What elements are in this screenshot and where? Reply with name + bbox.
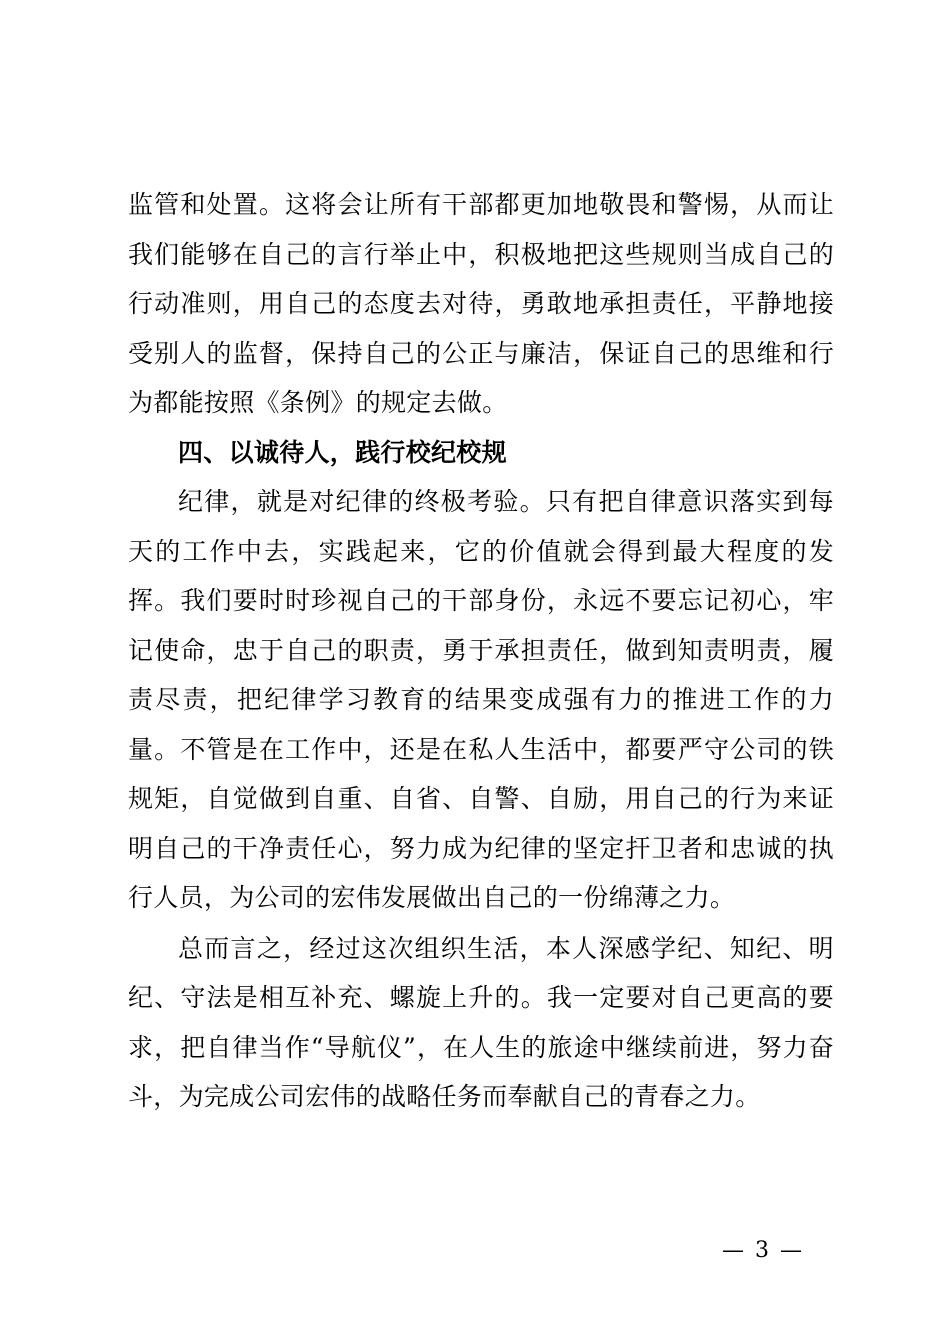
document-body [128, 180, 834, 1122]
paragraph-discipline: 纪律，就是对纪律的终极考验。只有把自律意识落实到每天的工作中去，实践起来，它的价值就会得到最大程度的发挥。我们要时时珍视自己的干部身份，永远不要忘记初心，牢记使命，忠于自己的职责，勇于承担责任，做到知责明责，履责尽责，把纪律学习教育的结果变成强有力的推进工作的力量。不管是在工作中，还是在私人生活中，都要严守公司的铁规矩，自觉做到自重、自省、自警、自励，用自己的行为来证明自己的干净责任心，努力成为纪律的坚定扞卫者和忠诚的执行人员，为公司的宏伟发展做出自己的一份绵薄之力。 [128, 487, 834, 912]
page-number: — 3 — [722, 1238, 804, 1263]
section-heading: 四、以诚待人，践行校纪校规 [178, 437, 507, 467]
paragraph-continuation: 监管和处置。这将会让所有干部都更加地敬畏和警惕，从而让我们能够在自己的言行举止中，积极地把这些规则当成自己的行动准则，用自己的态度去对待，勇敢地承担责任，平静地接受别人的监督，保持自己的公正与廉洁，保证自己的思维和行为都能按照《条例》的规定去做。 [128, 190, 834, 417]
paragraph-conclusion: 总而言之，经过这次组织生活，本人深感学纪、知纪、明纪、守法是相互补充、螺旋上升的。我一定要对自己更高的要求，把自律当作“导航仪”，在人生的旅途中继续前进，努力奋斗，为完成公司宏伟的战略任务而奉献自己的青春之力。 [128, 933, 834, 1111]
